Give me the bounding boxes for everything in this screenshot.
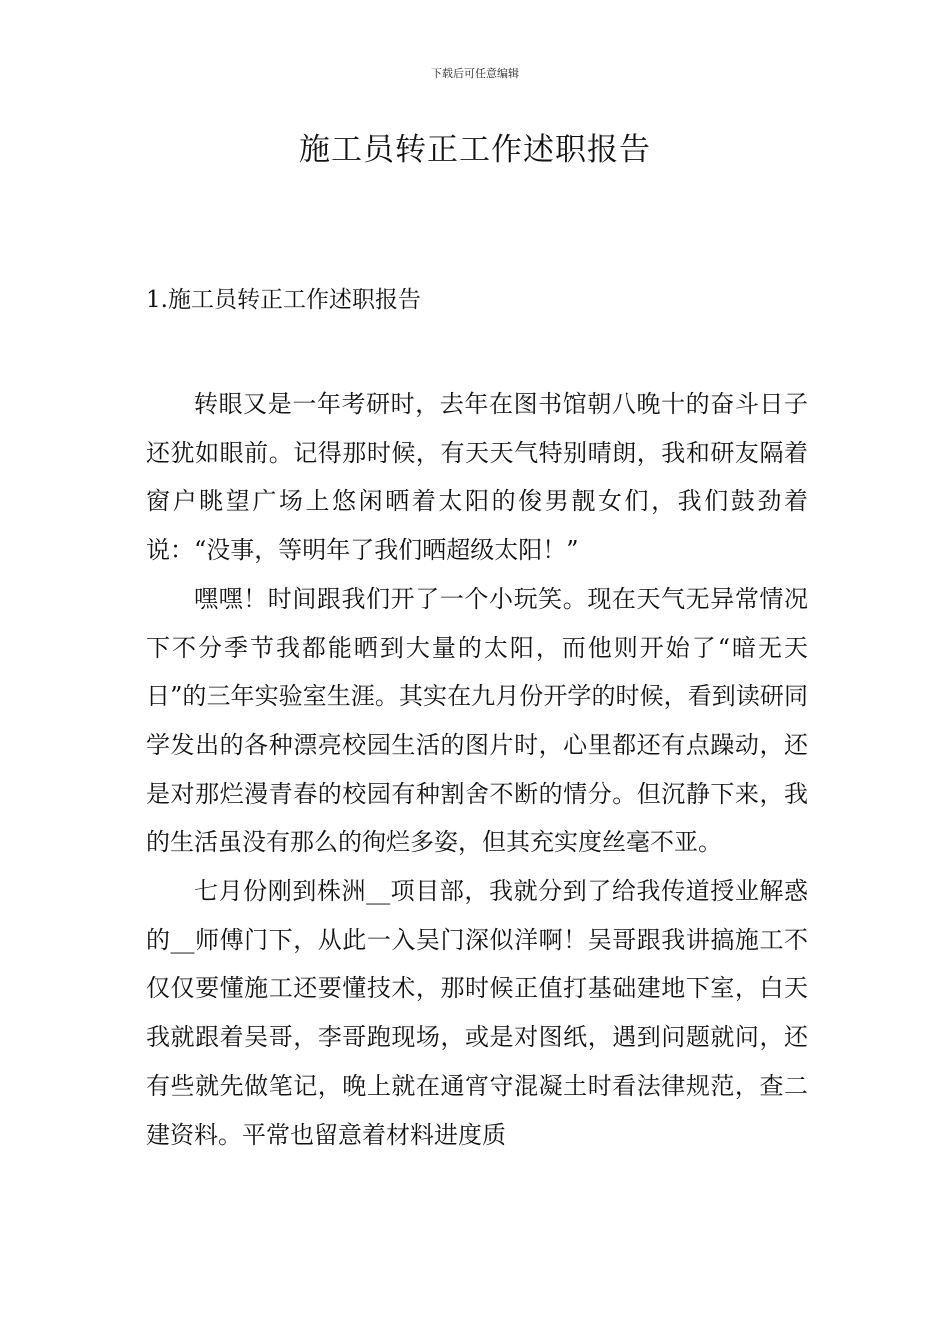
body-text [146,380,808,1159]
section-heading: 1.施工员转正工作述职报告 [146,287,421,313]
header-note: 下载后可任意编辑 [431,67,519,80]
paragraph: 转眼又是一年考研时，去年在图书馆朝八晚十的奋斗日子还犹如眼前。记得那时候，有天天气特别晴朗，我和研友隔着窗户眺望广场上悠闲晒着太阳的俊男靓女们，我们鼓劲着说：“没事，等明年了我们晒超级太阳！” [146,390,808,565]
paragraph: 七月份刚到株洲__项目部，我就分到了给我传道授业解惑的__师傅门下，从此一入吴门深似洋啊！吴哥跟我讲搞施工不仅仅要懂施工还要懂技术，那时候正值打基础建地下室，白天我就跟着吴哥，李哥跑现场，或是对图纸，遇到问题就问，还有些就先做笔记，晚上就在通宵守混凝土时看法律规范，查二建资料。平常也留意着材料进度质 [146,877,808,1149]
document-title: 施工员转正工作述职报告 [299,132,651,168]
paragraph: 嘿嘿！时间跟我们开了一个小玩笑。现在天气无异常情况下不分季节我都能晒到大量的太阳，而他则开始了“暗无天日”的三年实验室生涯。其实在九月份开学的时候，看到读研同学发出的各种漂亮校园生活的图片时，心里都还有点躁动，还是对那烂漫青春的校园有种割舍不断的情分。但沉静下来，我的生活虽没有那么的徇烂多姿，但其充实度丝毫不亚。 [146,584,808,857]
